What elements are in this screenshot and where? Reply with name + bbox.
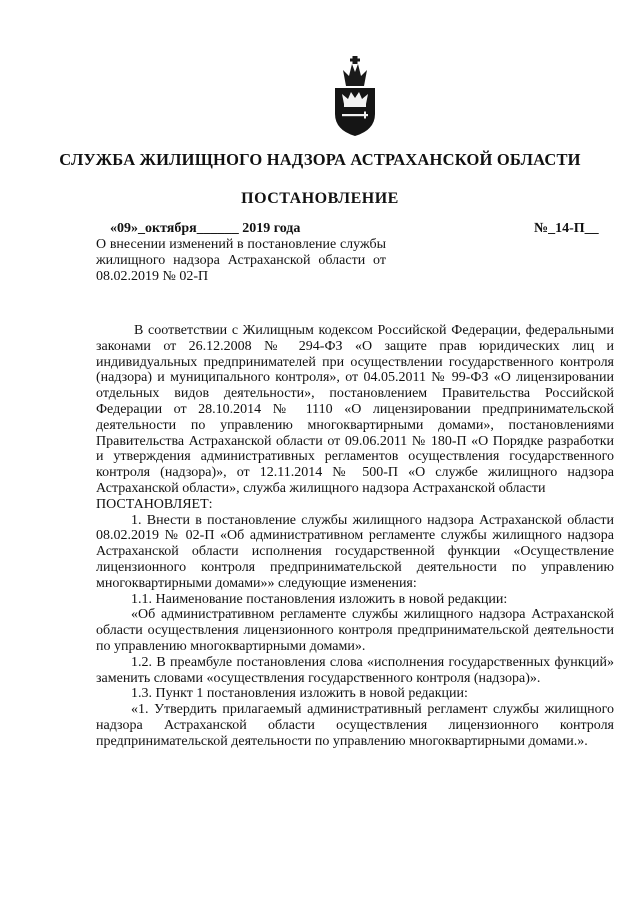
agency-title: СЛУЖБА ЖИЛИЩНОГО НАДЗОРА АСТРАХАНСКОЙ ОБЛАСТИ bbox=[59, 150, 581, 169]
paragraph-1-1-text: «Об административном регламенте службы жилищного надзора Астраханской области осуществления лицензионного контроля предпринимательской деятельности по управлению многоквартирными домами». bbox=[96, 607, 614, 654]
paragraph-1-1: 1.1. Наименование постановления изложить в новой редакции: bbox=[131, 591, 508, 607]
document-date: «09»_октября______ 2019 года bbox=[110, 221, 301, 236]
astrakhan-coat-of-arms-icon bbox=[330, 52, 380, 138]
document-number: №_14-П__ bbox=[534, 221, 599, 236]
paragraph-1-3: 1.3. Пункт 1 постановления изложить в новой редакции: bbox=[131, 686, 468, 702]
paragraph-1-3-text: «1. Утвердить прилагаемый административный регламент службы жилищного надзора Астраханской области осуществления лицензионного контроля предпринимательской деятельности по управлению многоквартирными домами.». bbox=[96, 702, 614, 749]
document-body bbox=[96, 323, 614, 750]
document-subject: О внесении изменений в постановление службы жилищного надзора Астраханской области от 08.02.2019 № 02-П bbox=[96, 237, 386, 284]
document-type: ПОСТАНОВЛЕНИЕ bbox=[241, 190, 399, 207]
resolves-heading: ПОСТАНОВЛЯЕТ: bbox=[96, 496, 213, 512]
paragraph-1: 1. Внести в постановление службы жилищного надзора Астраханской области 08.02.2019 № 02-П «Об административном регламенте службы жилищного надзора Астраханской области исполнения государственной функции «Осуществление лицензионного контроля предпринимательской деятельности по управлению многоквартирными домами»» следующие изменения: bbox=[96, 512, 614, 591]
paragraph-1-2: 1.2. В преамбуле постановления слова «исполнения государственных функций» заменить словами «осуществления государственного контроля (надзора)». bbox=[96, 654, 614, 686]
preamble-paragraph: В соответствии с Жилищным кодексом Российской Федерации, федеральными законами от 26.12.2008 № 294-ФЗ «О защите прав юридических лиц и индивидуальных предпринимателей при осуществлении государственного контроля (надзора) и муниципального контроля», от 04.05.2011 № 99-ФЗ «О лицензировании отдельных видов деятельности», постановлением Правительства Российской Федерации от 28.10.2014 № 1110 «О лицензировании предпринимательской деятельности по управлению многоквартирными домами», постановлениями Правительства Астраханской области от 09.06.2011 № 180-П «О Порядке разработки и утверждения административных регламентов осуществления государственного контроля (надзора)», от 12.11.2014 № 500-П «О службе жилищного надзора Астраханской области», служба жилищного надзора Астраханской области bbox=[96, 323, 614, 496]
